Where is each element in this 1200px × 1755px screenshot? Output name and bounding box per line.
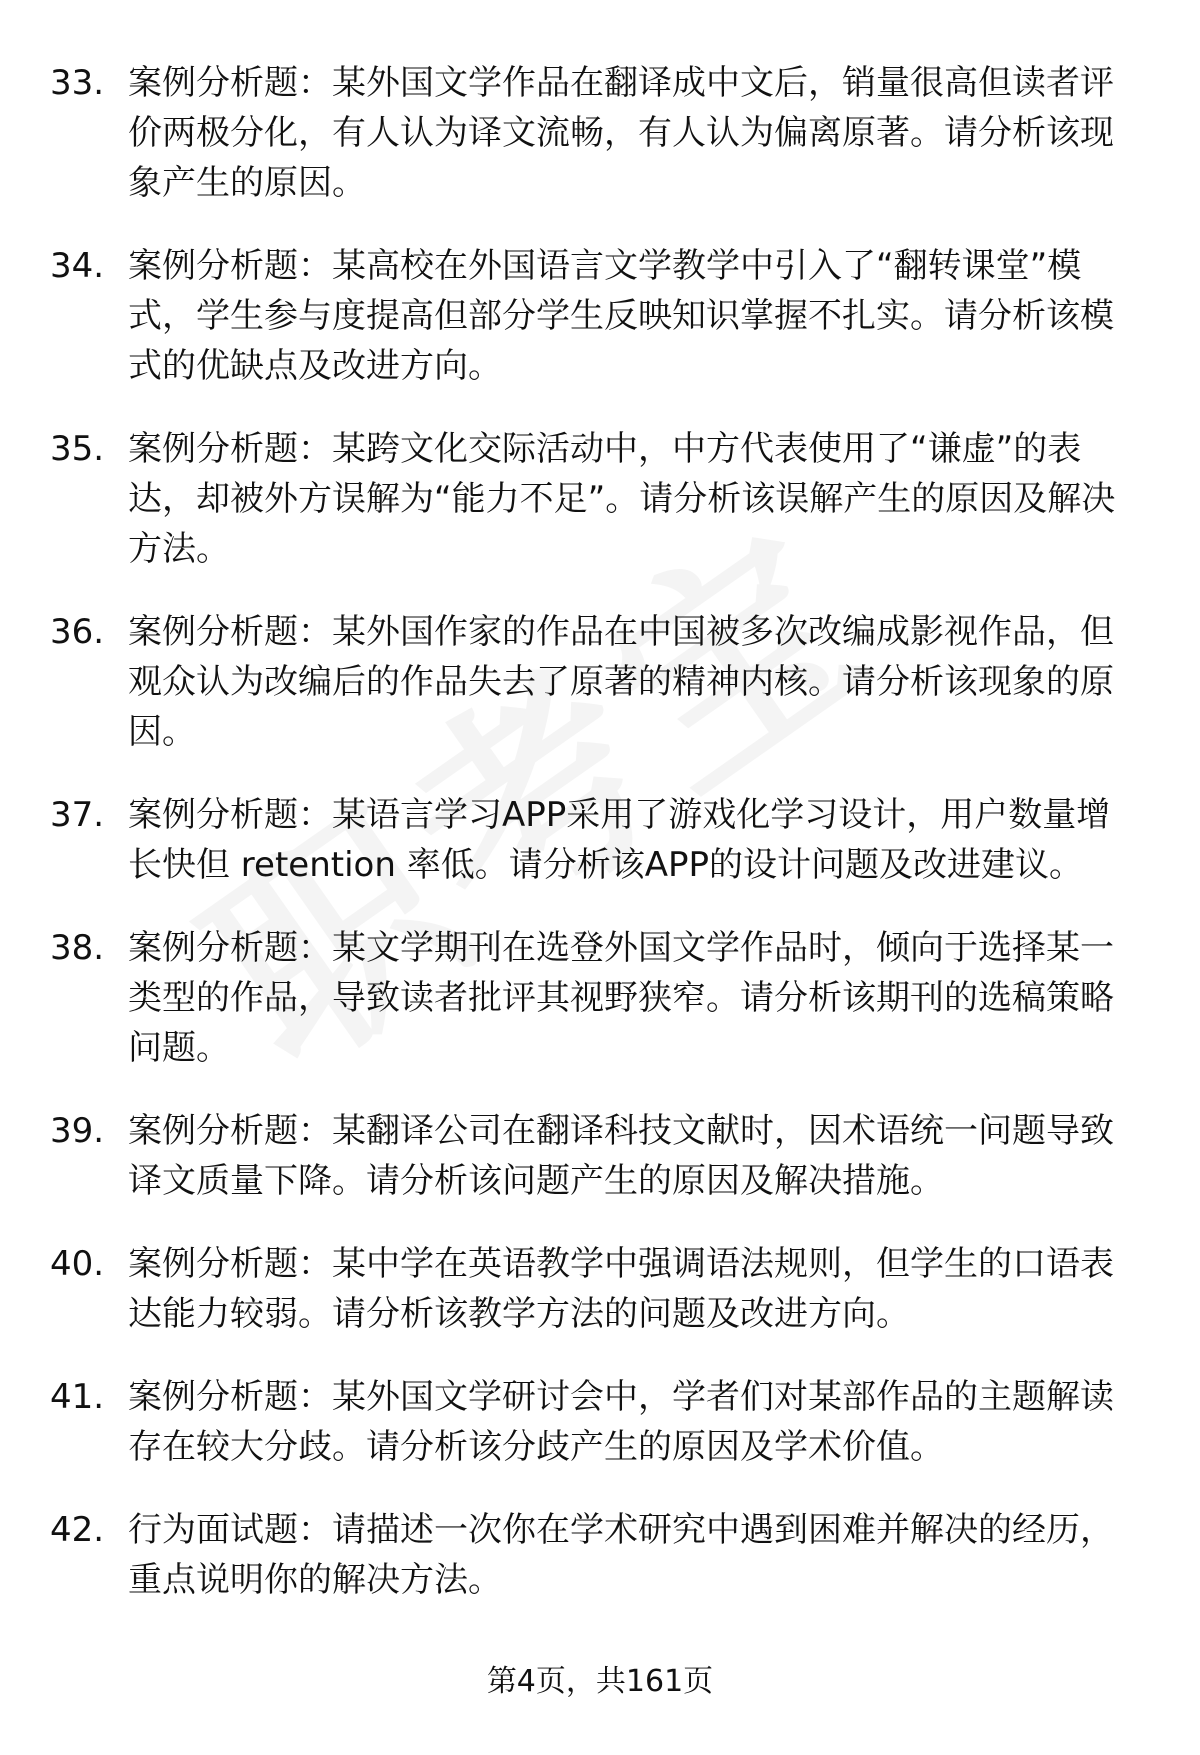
question-text: 案例分析题：某语言学习APP采用了游戏化学习设计，用户数量增长快但 retention 率低。请分析该APP的设计问题及改进建议。 (128, 795, 1111, 885)
question-number: 34. (50, 246, 105, 286)
question-text: 案例分析题：某高校在外国语言文学教学中引入了“翻转课堂”模式，学生参与度提高但部分学生反映知识掌握不扎实。请分析该模式的优缺点及改进方向。 (128, 246, 1114, 386)
question-item (0, 923, 1200, 1073)
question-item (0, 790, 1200, 890)
question-text: 案例分析题：某翻译公司在翻译科技文献时，因术语统一问题导致译文质量下降。请分析该问题产生的原因及解决措施。 (128, 1111, 1114, 1201)
question-number: 38. (50, 928, 105, 968)
question-item (0, 1505, 1200, 1605)
question-text: 行为面试题：请描述一次你在学术研究中遇到困难并解决的经历，重点说明你的解决方法。 (128, 1510, 1114, 1600)
question-item (0, 1106, 1200, 1206)
question-text: 案例分析题：某外国文学研讨会中，学者们对某部作品的主题解读存在较大分歧。请分析该分歧产生的原因及学术价值。 (128, 1377, 1114, 1467)
question-item (0, 1239, 1200, 1339)
question-number: 33. (50, 63, 105, 103)
question-text: 案例分析题：某外国作家的作品在中国被多次改编成影视作品，但观众认为改编后的作品失去了原著的精神内核。请分析该现象的原因。 (128, 612, 1114, 752)
question-item (0, 607, 1200, 757)
question-text: 案例分析题：某中学在英语教学中强调语法规则，但学生的口语表达能力较弱。请分析该教学方法的问题及改进方向。 (128, 1244, 1114, 1334)
question-item (0, 424, 1200, 574)
question-item (0, 241, 1200, 391)
question-number: 41. (50, 1377, 105, 1417)
question-text: 案例分析题：某外国文学作品在翻译成中文后，销量很高但读者评价两极分化，有人认为译文流畅，有人认为偏离原著。请分析该现象产生的原因。 (128, 63, 1114, 203)
question-text: 案例分析题：某跨文化交际活动中，中方代表使用了“谦虚”的表达，却被外方误解为“能力不足”。请分析该误解产生的原因及解决方法。 (128, 429, 1116, 569)
question-number: 37. (50, 795, 105, 835)
question-item (0, 1372, 1200, 1472)
question-list (0, 58, 1200, 1638)
question-item (0, 58, 1200, 208)
page-footer: 第4页，共161页 (486, 1664, 714, 1699)
question-number: 36. (50, 612, 105, 652)
question-number: 42. (50, 1510, 105, 1550)
question-number: 35. (50, 429, 105, 469)
question-text: 案例分析题：某文学期刊在选登外国文学作品时，倾向于选择某一类型的作品，导致读者批评其视野狭窄。请分析该期刊的选稿策略问题。 (128, 928, 1114, 1068)
question-number: 39. (50, 1111, 105, 1151)
question-number: 40. (50, 1244, 105, 1284)
